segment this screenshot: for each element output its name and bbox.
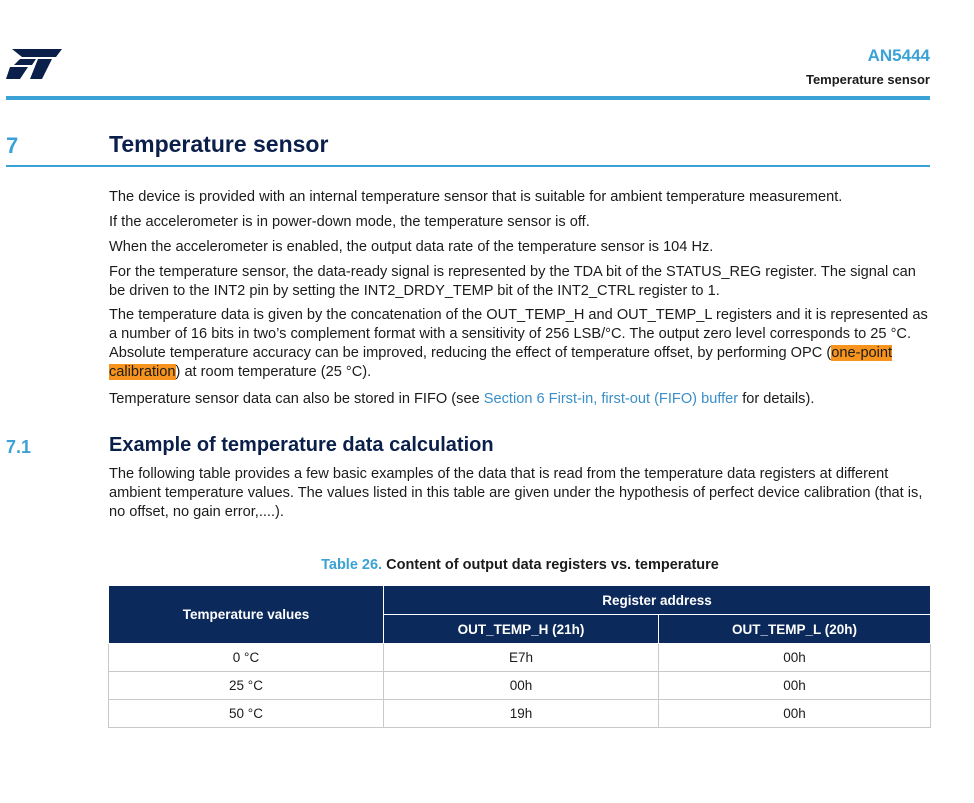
table-row	[109, 672, 931, 700]
paragraph-text: for details).	[738, 391, 815, 407]
header-section-title: Temperature sensor	[805, 72, 930, 87]
paragraph-data-ready: For the temperature sensor, the data-ready signal is represented by the TDA bit of the STATUS_REG register. The signal can be driven to the INT2 pin by setting the INT2_DRDY_TEMP bit of the INT2_CTRL register to 1.	[109, 264, 916, 299]
section-divider	[6, 165, 930, 167]
paragraph-temperature-data	[109, 306, 935, 382]
subsection-title: Example of temperature data calculation	[109, 434, 494, 456]
paragraph-sensor-intro: The device is provided with an internal temperature sensor that is suitable for ambient temperature measurement.	[109, 189, 843, 205]
document-id: AN5444	[867, 46, 930, 65]
section-number: 7	[6, 133, 19, 158]
table-row	[109, 700, 931, 728]
cell-out-temp-h: 00h	[384, 672, 659, 700]
subsection-number: 7.1	[6, 437, 32, 457]
cell-out-temp-h: E7h	[384, 644, 659, 672]
cell-temperature: 50 °C	[109, 700, 384, 728]
cell-out-temp-l: 00h	[659, 700, 931, 728]
st-logo	[6, 47, 64, 81]
header-divider	[6, 96, 930, 100]
paragraph-data-rate: When the accelerometer is enabled, the output data rate of the temperature sensor is 104 Hz.	[109, 239, 714, 255]
column-header-out-temp-h: OUT_TEMP_H (21h)	[384, 615, 659, 644]
fifo-section-link[interactable]: Section 6 First-in, first-out (FIFO) buffer	[483, 391, 739, 407]
table-caption-label[interactable]: Table 26.	[321, 557, 383, 573]
paragraph-text: The temperature data is given by the concatenation of the OUT_TEMP_H and OUT_TEMP_L registers and it is represented as a number of 16 bits in two’s complement format with a sensitivity of 256 LSB/°C. The output zero level corresponds to 25 °C. Absolute temperature accuracy can be improved, reducing the effect of temperature offset, by performing OPC (	[109, 307, 928, 361]
paragraph-power-down: If the accelerometer is in power-down mode, the temperature sensor is off.	[109, 214, 590, 230]
table-caption-text: Content of output data registers vs. temperature	[386, 557, 719, 573]
highlighted-text: one-point calibration	[109, 345, 893, 380]
temperature-data-table	[108, 585, 931, 728]
column-group-register-address: Register address	[384, 586, 931, 615]
cell-out-temp-h: 19h	[384, 700, 659, 728]
cell-out-temp-l: 00h	[659, 644, 931, 672]
column-header-temperature: Temperature values	[109, 586, 384, 644]
cell-out-temp-l: 00h	[659, 672, 931, 700]
cell-temperature: 0 °C	[109, 644, 384, 672]
table-row	[109, 644, 931, 672]
cell-temperature: 25 °C	[109, 672, 384, 700]
column-header-out-temp-l: OUT_TEMP_L (20h)	[659, 615, 931, 644]
table-caption	[109, 557, 931, 573]
paragraph-text: Temperature sensor data can also be stored in FIFO (see	[109, 391, 484, 407]
paragraph-text: ) at room temperature (25 °C).	[175, 364, 372, 380]
paragraph-fifo	[109, 390, 935, 409]
paragraph-table-intro: The following table provides a few basic examples of the data that is read from the temperature data registers at different ambient temperature values. The values listed in this table are given under the hypothesis of perfect device calibration (that is, no offset, no gain error,....).	[109, 466, 923, 520]
section-title: Temperature sensor	[109, 131, 329, 157]
